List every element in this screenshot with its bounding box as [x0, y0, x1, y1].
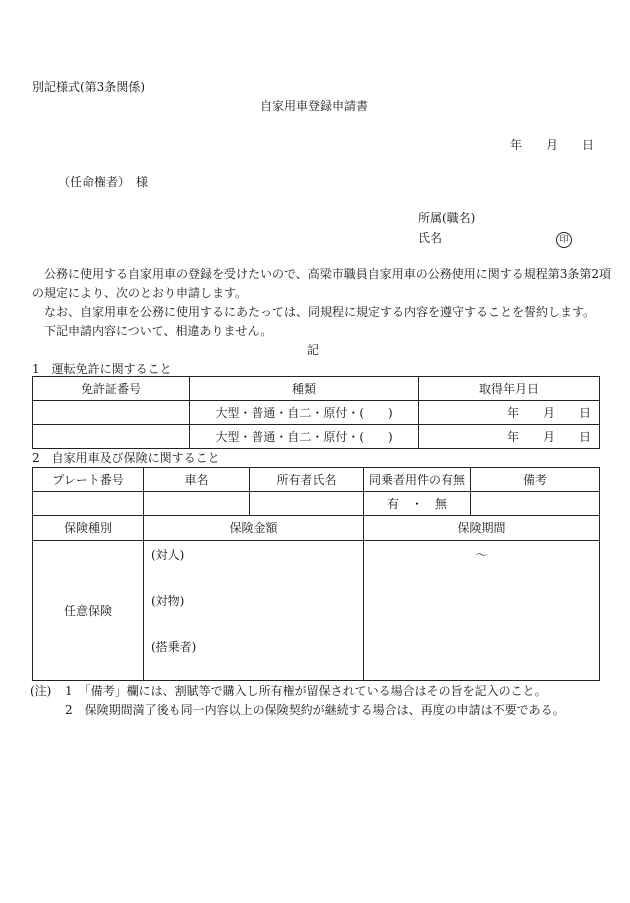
owner-cell[interactable] — [250, 492, 364, 516]
body-line-4: 下記申請内容について、相違ありません。 — [32, 324, 273, 338]
plate-cell[interactable] — [33, 492, 144, 516]
seal-mark — [556, 230, 572, 248]
license-number-cell[interactable] — [33, 401, 190, 425]
ki-mark: 記 — [307, 343, 320, 357]
license-type-cell[interactable]: 大型・普通・自二・原付・( ) — [190, 401, 419, 425]
car-name-header: 車名 — [144, 468, 250, 492]
period-tilde: ～ — [475, 548, 488, 562]
note-1: 1 「備考」欄には、割賦等で購入し所有権が留保されている場合はその旨を記入のこと。 — [65, 684, 547, 698]
license-type-cell[interactable]: 大型・普通・自二・原付・( ) — [190, 425, 419, 449]
insurance-amount-cell[interactable] — [144, 541, 364, 681]
table-row — [33, 541, 600, 681]
insurance-period-cell[interactable] — [364, 541, 600, 681]
addressee: （任命権者） 様 — [58, 175, 149, 189]
seal-icon: 印 — [556, 232, 572, 248]
insurance-period-header: 保険期間 — [364, 516, 600, 541]
owner-header: 所有者氏名 — [250, 468, 364, 492]
license-number-header: 免許証番号 — [33, 377, 190, 401]
name-label: 氏名 — [418, 231, 443, 245]
insurance-type-header: 保険種別 — [33, 516, 144, 541]
license-type-header: 種類 — [190, 377, 419, 401]
section2-heading: 2 自家用車及び保険に関すること — [32, 451, 220, 465]
license-table — [32, 376, 600, 449]
remarks-header: 備考 — [471, 468, 600, 492]
date-field[interactable]: 年 月 日 — [510, 138, 595, 152]
insurance-amount-header: 保険金額 — [144, 516, 364, 541]
table-row — [33, 401, 600, 425]
amount-bodily-label: (対人) — [151, 548, 185, 562]
document-title: 自家用車登録申請書 — [260, 99, 369, 113]
body-line-2: の規定により、次のとおり申請します。 — [32, 286, 248, 300]
form-label: 別記様式(第3条関係) — [32, 80, 145, 94]
passenger-cell[interactable]: 有 ・ 無 — [364, 492, 471, 516]
amount-passenger-label: (搭乗者) — [151, 640, 197, 654]
license-date-header: 取得年月日 — [419, 377, 600, 401]
table-row — [33, 492, 600, 516]
license-number-cell[interactable] — [33, 425, 190, 449]
license-date-cell[interactable]: 年 月 日 — [419, 425, 600, 449]
license-date-cell[interactable]: 年 月 日 — [419, 401, 600, 425]
section1-heading: 1 運転免許に関すること — [32, 362, 172, 376]
vehicle-table — [32, 467, 600, 681]
amount-property-label: (対物) — [151, 594, 185, 608]
table-row — [33, 425, 600, 449]
remarks-cell[interactable] — [471, 492, 600, 516]
car-name-cell[interactable] — [144, 492, 250, 516]
insurance-type-cell: 任意保険 — [33, 541, 144, 681]
affiliation-label: 所属(職名) — [418, 211, 476, 225]
note-2: 2 保険期間満了後も同一内容以上の保険契約が継続する場合は、再度の申請は不要である。 — [65, 703, 565, 717]
body-line-1: 公務に使用する自家用車の登録を受けたいので、高梁市職員自家用車の公務使用に関する規程第3条第2項 — [32, 267, 612, 281]
plate-header: プレート番号 — [33, 468, 144, 492]
notes-prefix: (注) — [30, 684, 52, 698]
passenger-header: 同乗者用件の有無 — [364, 468, 471, 492]
body-line-3: なお、自家用車を公務に使用するにあたっては、同規程に規定する内容を遵守することを誓約します。 — [32, 305, 596, 319]
